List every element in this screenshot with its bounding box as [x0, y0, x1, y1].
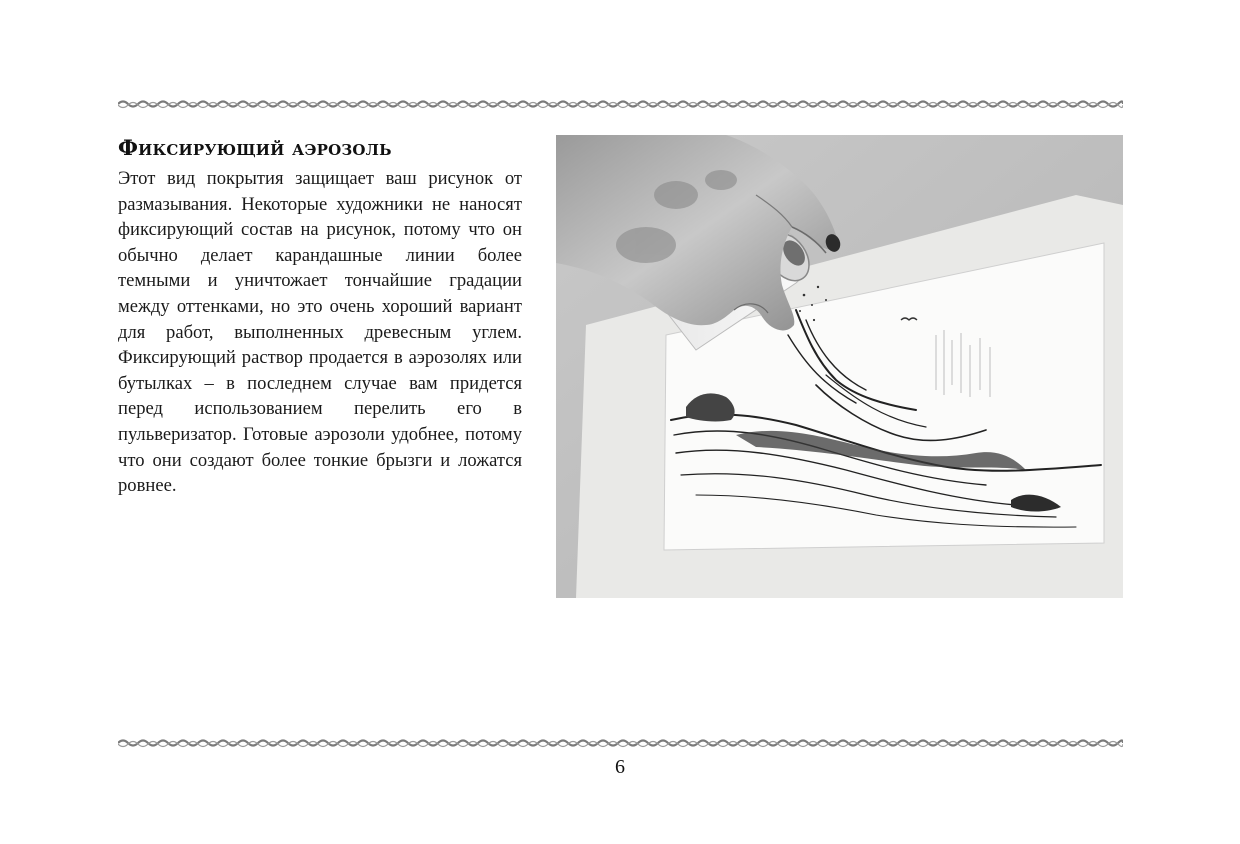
bottom-decorative-rule: [118, 737, 1123, 749]
section-heading: Фиксирующий аэрозоль: [118, 135, 392, 160]
section-body-text: Этот вид покрытия защищает ваш рисунок от размазывания. Некоторые художники не наносят фиксирующий состав на рисунок, потому что он обычно делает карандашные линии более темными и уничтожает тончайшие градации между оттенками, но это очень хороший вариант для работ, выполненных древесным углем. Фиксирующий раствор продается в аэрозолях или бутылках – в последнем случае вам придется перед использованием перелить его в пульверизатор. Готовые аэрозоли удобнее, потому что они создают более тонкие брызги и ложатся ровнее.: [118, 168, 522, 497]
page-number: 6: [615, 756, 625, 778]
top-decorative-rule: [118, 98, 1123, 110]
text-column: [118, 134, 522, 499]
fixative-spray-photo: [556, 135, 1123, 598]
